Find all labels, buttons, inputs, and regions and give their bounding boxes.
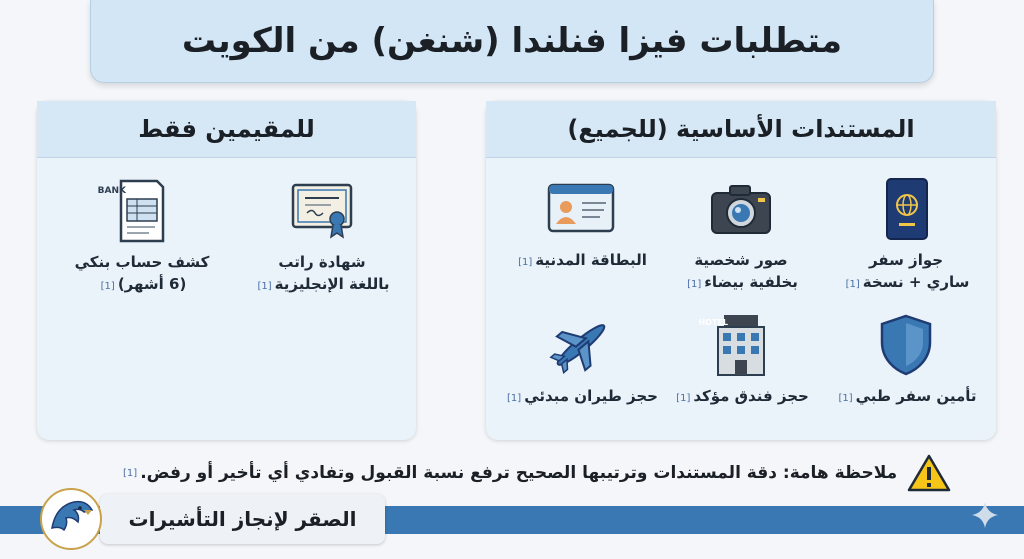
- brand-name: الصقر لإنجاز التأشيرات: [128, 507, 357, 531]
- item-label: [57, 251, 227, 298]
- reference-marker[interactable]: [1]: [687, 279, 702, 290]
- item-line2: (6 أشهر): [117, 275, 187, 293]
- warning-icon: [907, 453, 951, 493]
- reference-marker[interactable]: [1]: [518, 257, 533, 268]
- item-line2: بخلفية بيضاء: [704, 273, 798, 291]
- title-banner: [90, 0, 934, 83]
- reference-marker[interactable]: [1]: [257, 281, 272, 292]
- item-line1: جواز سفر: [868, 251, 944, 269]
- item-label: [821, 385, 991, 410]
- item-line2: ساري + نسخة: [862, 273, 970, 291]
- item-hotel-booking: [656, 313, 826, 410]
- item-line1: شهادة راتب: [278, 253, 366, 271]
- reference-marker[interactable]: [1]: [676, 393, 691, 404]
- airplane-icon: [546, 313, 616, 377]
- sparkle-icon: [970, 500, 1000, 530]
- basic-panel-header: [486, 101, 996, 158]
- brand-box: [100, 494, 385, 544]
- camera-icon: [706, 177, 776, 241]
- item-line1: حجز فندق مؤكد: [693, 387, 809, 405]
- page-title: متطلبات فيزا فنلندا (شنغن) من الكويت: [181, 21, 843, 61]
- basic-documents-panel: [486, 101, 996, 440]
- basic-panel-heading: المستندات الأساسية (للجميع): [567, 115, 915, 143]
- item-flight-booking: [496, 313, 666, 410]
- item-travel-insurance: [821, 313, 991, 410]
- item-personal-photos: [656, 177, 826, 296]
- hotel-icon: [698, 313, 776, 377]
- bank-statement-icon: [97, 179, 177, 243]
- item-label: [656, 249, 826, 296]
- residents-panel-header: [37, 101, 416, 158]
- falcon-logo-icon: [40, 488, 102, 550]
- item-line1: كشف حساب بنكي: [74, 253, 210, 271]
- item-salary-certificate: [237, 179, 407, 298]
- reference-marker[interactable]: [1]: [507, 393, 522, 404]
- hotel-icon-text: HOTEL: [698, 318, 728, 327]
- residents-panel: [37, 101, 416, 440]
- note-text: ملاحظة هامة: دقة المستندات وترتيبها الصحيح ترفع نسبة القبول وتفادي أي تأخير أو رفض.: [140, 463, 898, 483]
- item-label: [496, 385, 666, 410]
- item-line1: صور شخصية: [694, 251, 788, 269]
- shield-icon: [871, 313, 941, 377]
- item-bank-statement: [57, 179, 227, 298]
- passport-icon: [871, 177, 941, 241]
- certificate-icon: [287, 179, 357, 243]
- item-line1: حجز طيران مبدئي: [524, 387, 658, 405]
- item-label: [237, 251, 407, 298]
- id-card-icon: [546, 177, 616, 241]
- item-line1: تأمين سفر طبي: [855, 387, 977, 405]
- reference-marker[interactable]: [1]: [100, 281, 115, 292]
- residents-panel-heading: للمقيمين فقط: [138, 115, 315, 143]
- reference-marker[interactable]: [1]: [845, 279, 860, 290]
- item-passport: [821, 177, 991, 296]
- bank-icon-text: BANK: [97, 186, 126, 196]
- reference-marker[interactable]: [1]: [838, 393, 853, 404]
- reference-marker[interactable]: [1]: [123, 467, 138, 479]
- item-label: [656, 385, 826, 410]
- item-civil-id: [496, 177, 666, 274]
- item-line1: البطاقة المدنية: [535, 251, 647, 269]
- important-note: [120, 450, 1000, 496]
- item-line2: باللغة الإنجليزية: [274, 275, 390, 293]
- item-label: [496, 249, 666, 274]
- item-label: [821, 249, 991, 296]
